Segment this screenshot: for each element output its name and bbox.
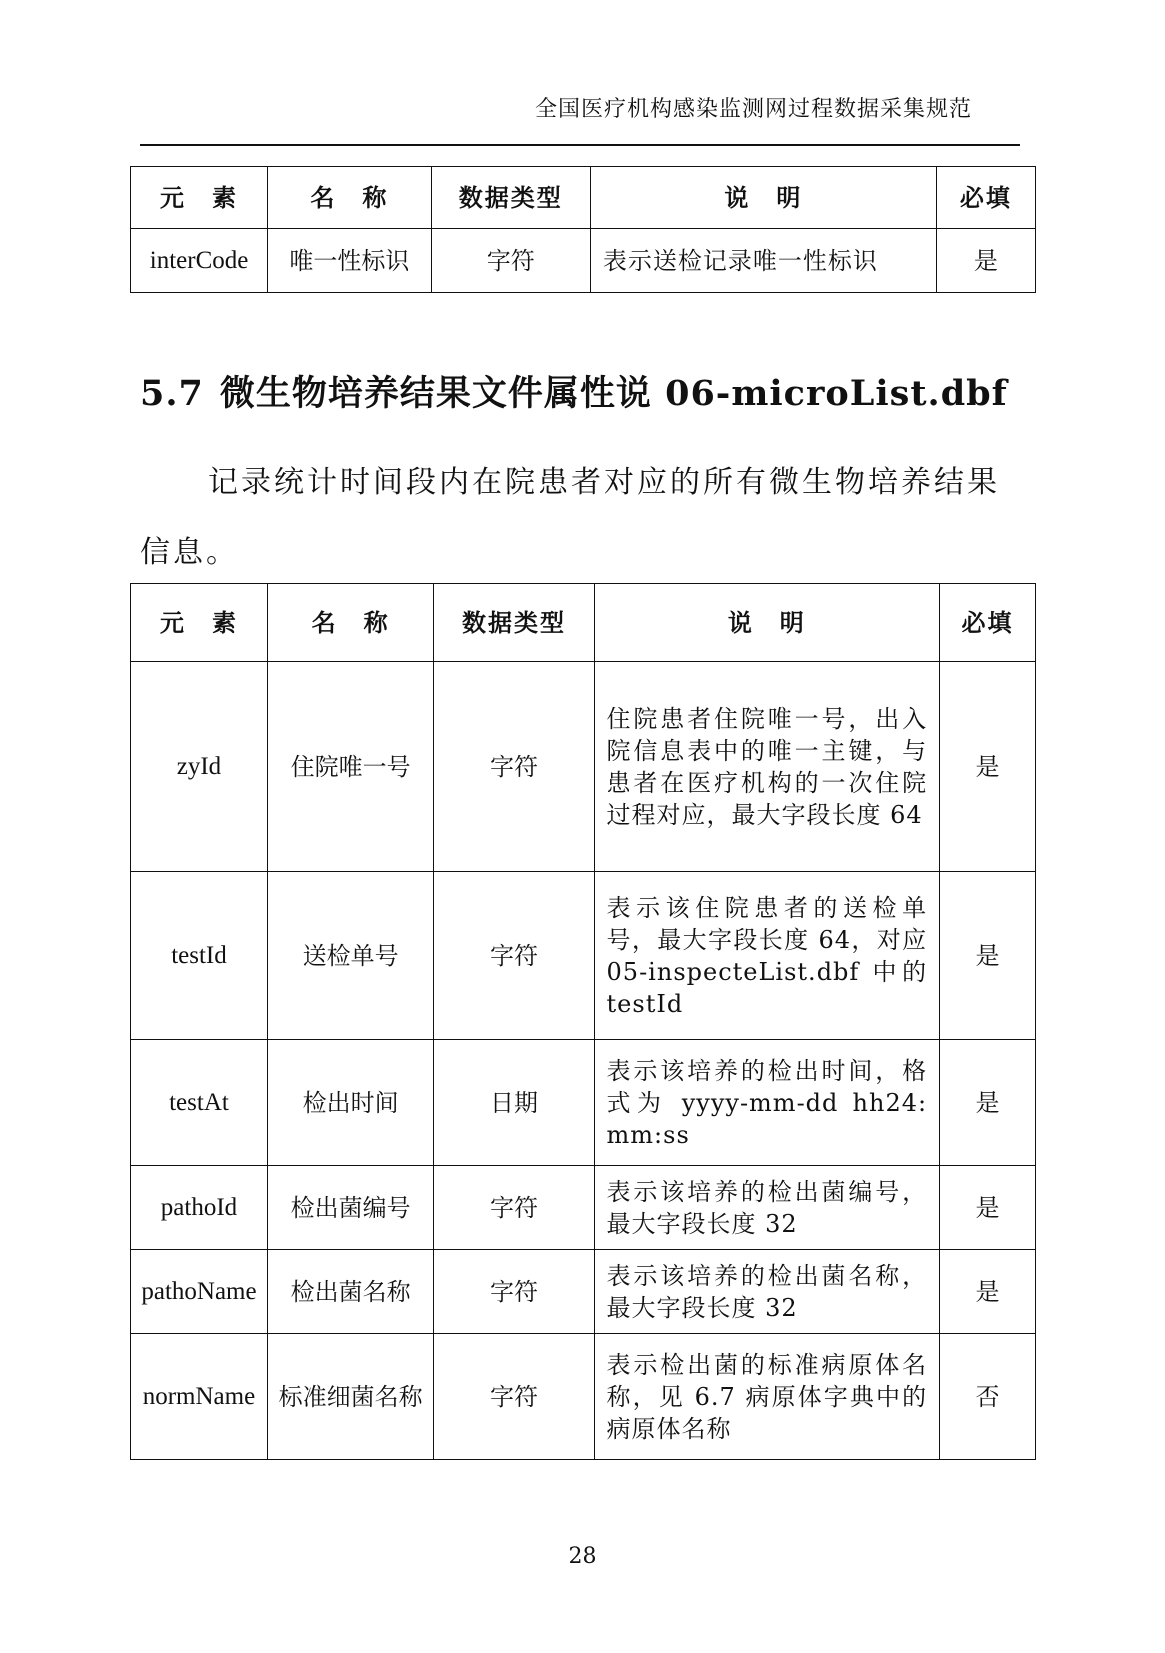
- cell-element: testId: [131, 872, 268, 1040]
- cell-description: 表示送检记录唯一性标识: [590, 229, 936, 293]
- field-table-continued: [130, 166, 1036, 293]
- column-header-description: 说 明: [594, 584, 940, 662]
- cell-description: 表示该培养的检出菌编号，最大字段长度 32: [594, 1166, 940, 1250]
- column-header-description: 说 明: [590, 167, 936, 229]
- table-row: [131, 1166, 1036, 1250]
- column-header-name: 名 称: [267, 584, 433, 662]
- cell-element: normName: [131, 1334, 268, 1460]
- cell-required: 否: [940, 1334, 1036, 1460]
- cell-required: 是: [940, 1040, 1036, 1166]
- cell-type: 字符: [434, 1334, 594, 1460]
- column-header-element: 元 素: [131, 167, 268, 229]
- page-number: 28: [568, 1544, 597, 1569]
- cell-name: 检出时间: [267, 1040, 433, 1166]
- table-row: [131, 229, 1036, 293]
- cell-description: 住院患者住院唯一号，出入院信息表中的唯一主键，与患者在医疗机构的一次住院过程对应，最大字段长度 64: [594, 662, 940, 872]
- cell-element: zyId: [131, 662, 268, 872]
- running-header: 全国医疗机构感染监测网过程数据采集规范: [534, 97, 972, 122]
- cell-description: 表示该住院患者的送检单号，最大字段长度 64，对应 05-inspecteList.dbf 中的 testId: [594, 872, 940, 1040]
- cell-element: testAt: [131, 1040, 268, 1166]
- microlist-field-table: [130, 583, 1036, 1460]
- column-header-type: 数据类型: [434, 584, 594, 662]
- cell-description: 表示该培养的检出菌名称，最大字段长度 32: [594, 1250, 940, 1334]
- cell-description: 表示检出菌的标准病原体名称，见 6.7 病原体字典中的病原体名称: [594, 1334, 940, 1460]
- cell-name: 送检单号: [267, 872, 433, 1040]
- cell-name: 住院唯一号: [267, 662, 433, 872]
- table-row: [131, 1250, 1036, 1334]
- cell-type: 字符: [434, 662, 594, 872]
- cell-name: 检出菌编号: [267, 1166, 433, 1250]
- section-title: 微生物培养结果文件属性说 06-microList.dbf: [219, 373, 1008, 414]
- cell-name: 标准细菌名称: [267, 1334, 433, 1460]
- cell-element: pathoName: [131, 1250, 268, 1334]
- cell-type: 字符: [434, 1166, 594, 1250]
- cell-type: 字符: [434, 1250, 594, 1334]
- column-header-name: 名 称: [268, 167, 431, 229]
- cell-type: 日期: [434, 1040, 594, 1166]
- table-header-row: [131, 584, 1036, 662]
- cell-type: 字符: [434, 872, 594, 1040]
- column-header-type: 数据类型: [431, 167, 590, 229]
- table-header-row: [131, 167, 1036, 229]
- table-row: [131, 1040, 1036, 1166]
- cell-name: 唯一性标识: [268, 229, 431, 293]
- intro-paragraph: 记录统计时间段内在院患者对应的所有微生物培养结果信息。: [140, 465, 1000, 570]
- cell-required: 是: [940, 1166, 1036, 1250]
- column-header-required: 必填: [936, 167, 1035, 229]
- table-row: [131, 1334, 1036, 1460]
- cell-required: 是: [940, 1250, 1036, 1334]
- column-header-required: 必填: [940, 584, 1036, 662]
- cell-required: 是: [940, 662, 1036, 872]
- column-header-element: 元 素: [131, 584, 268, 662]
- cell-description: 表示该培养的检出时间，格式为 yyyy-mm-dd hh24:mm:ss: [594, 1040, 940, 1166]
- cell-type: 字符: [431, 229, 590, 293]
- table-row: [131, 872, 1036, 1040]
- cell-element: interCode: [131, 229, 268, 293]
- section-number: 5.7: [140, 373, 204, 414]
- cell-name: 检出菌名称: [267, 1250, 433, 1334]
- header-rule: [140, 144, 1020, 146]
- cell-required: 是: [940, 872, 1036, 1040]
- section-heading: [140, 366, 1008, 416]
- cell-required: 是: [936, 229, 1035, 293]
- table-row: [131, 662, 1036, 872]
- cell-element: pathoId: [131, 1166, 268, 1250]
